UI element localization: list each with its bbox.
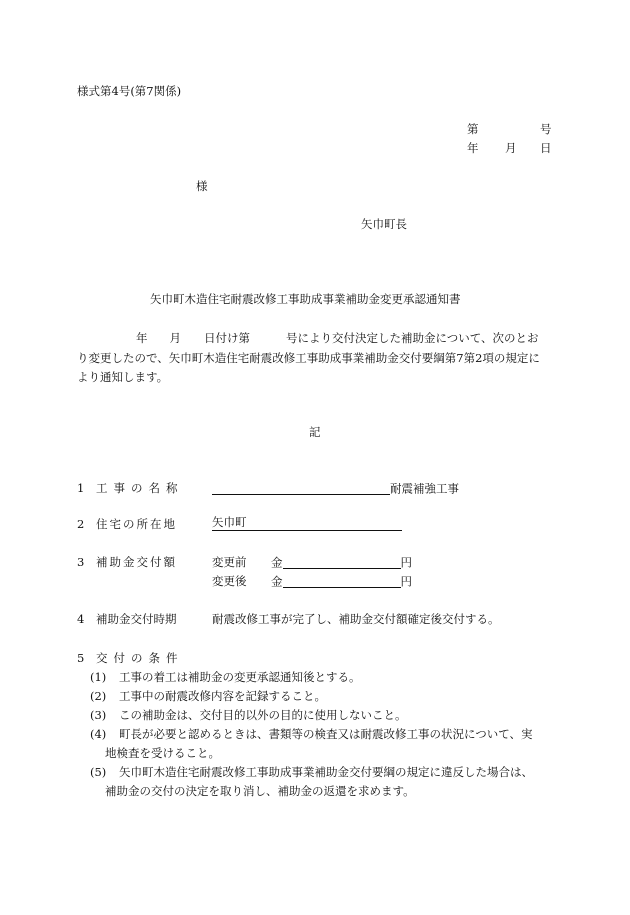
ki-marker: 記 [309, 425, 321, 439]
item-5-number: 5 [77, 651, 85, 665]
recipient-suffix: 様 [196, 179, 208, 193]
body-line-3: より通知します。 [77, 370, 169, 384]
condition-2-text: 工事中の耐震改修内容を記録すること。 [119, 689, 326, 703]
body-line-2: り変更したので、矢巾町木造住宅耐震改修工事助成事業補助金交付要綱第7第2項の規定に [77, 351, 540, 365]
condition-4-number: (4) [90, 727, 107, 741]
condition-2-number: (2) [90, 689, 107, 703]
date-month: 月 [505, 141, 517, 155]
document-title: 矢巾町木造住宅耐震改修工事助成事業補助金変更承認通知書 [150, 292, 461, 306]
item-1-label: 工事の名称 [96, 481, 184, 495]
item-3-number: 3 [77, 555, 85, 569]
item-3-label: 補助金交付額 [96, 555, 177, 569]
condition-5-continued: 補助金の交付の決定を取り消し、補助金の返還を求めます。 [105, 784, 415, 798]
item-3-before-blank [283, 555, 401, 569]
condition-4-continued: 地検査を受けること。 [105, 746, 220, 760]
item-2-value [212, 517, 402, 531]
item-2-number: 2 [77, 517, 85, 531]
item-1-blank [212, 481, 390, 495]
sender-name: 矢巾町長 [361, 217, 407, 231]
item-3-after-value: 金 円 [271, 574, 412, 589]
item-1-value-suffix: 耐震補強工事 [390, 481, 459, 496]
body-dated: 日付け第 [204, 331, 250, 345]
body-month: 月 [169, 331, 181, 345]
item-3-before-label: 変更前 [212, 555, 247, 569]
date-day: 日 [540, 141, 552, 155]
body-line-1 [77, 333, 539, 345]
item-2-label: 住宅の所在地 [96, 517, 177, 531]
condition-5-number: (5) [90, 765, 107, 779]
condition-3-number: (3) [90, 708, 107, 722]
item-4-label: 補助金交付時期 [96, 612, 177, 626]
condition-1-number: (1) [90, 670, 107, 684]
condition-5-text: 矢巾町木造住宅耐震改修工事助成事業補助金交付要綱の規定に違反した場合は、 [119, 765, 533, 779]
item-3-before-value: 金 円 [271, 555, 412, 570]
item-3-after-label: 変更後 [212, 574, 247, 588]
item-3-after-blank [283, 574, 401, 588]
condition-1-text: 工事の着工は補助金の変更承認通知後とする。 [119, 670, 361, 684]
body-line1-rest: 号により交付決定した補助金について、次のとお [286, 331, 539, 345]
body-year: 年 [136, 331, 148, 345]
item-5-label: 交付の条件 [96, 651, 184, 665]
item-1-value [212, 481, 459, 495]
item-2-blank: 矢巾町 [212, 517, 402, 531]
condition-3-text: この補助金は、交付目的以外の目的に使用しないこと。 [119, 708, 407, 722]
item-1-number: 1 [77, 481, 85, 495]
doc-number-prefix: 第 [467, 122, 479, 136]
item-4-value: 耐震改修工事が完了し、補助金交付額確定後交付する。 [212, 612, 500, 626]
date-year: 年 [467, 141, 479, 155]
form-number: 様式第4号(第7関係) [77, 84, 182, 98]
doc-number-suffix: 号 [540, 122, 552, 136]
condition-4-text: 町長が必要と認めるときは、書類等の検査又は耐震改修工事の状況について、実 [119, 727, 533, 741]
item-4-number: 4 [77, 612, 85, 626]
